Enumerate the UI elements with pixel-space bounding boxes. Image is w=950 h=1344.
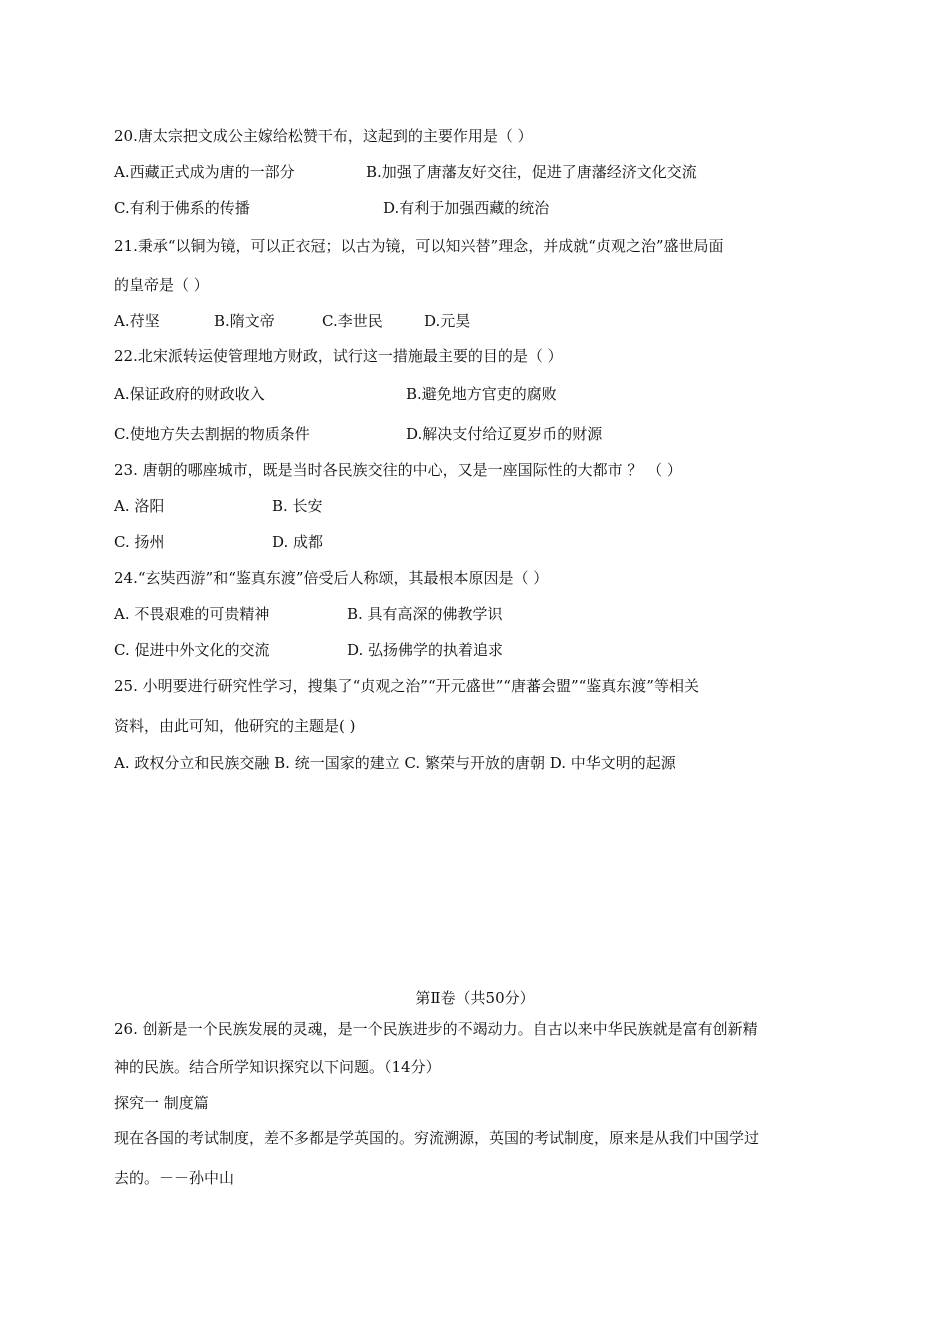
question-26-stem-line-2: 神的民族。结合所学知识探究以下问题。（14分）: [114, 1058, 441, 1076]
question-22-option-b: B.避免地方官吏的腐败: [406, 385, 557, 403]
question-23-stem: 23. 唐朝的哪座城市，既是当时各民族交往的中心，又是一座国际性的大都市 ？ （ ）: [114, 461, 682, 479]
question-23-option-a: A. 洛阳: [114, 497, 165, 515]
question-22-option-a: A.保证政府的财政收入: [114, 385, 265, 403]
exploration-1-heading: 探究一 制度篇: [114, 1094, 209, 1112]
question-23-option-c: C. 扬州: [114, 533, 165, 551]
question-20-stem: 20.唐太宗把文成公主嫁给松赞干布，这起到的主要作用是（ ）: [114, 127, 533, 145]
question-21-option-a: A.苻坚: [114, 312, 160, 330]
quote-line-2: 去的。－－孙中山: [114, 1169, 235, 1187]
question-25-options: A. 政权分立和民族交融 B. 统一国家的建立 C. 繁荣与开放的唐朝 D. 中华文明的起源: [114, 754, 676, 772]
quote-line-1: 现在各国的考试制度，差不多都是学英国的。穷流溯源，英国的考试制度，原来是从我们中国学过: [114, 1129, 760, 1147]
question-24-option-d: D. 弘扬佛学的执着追求: [347, 641, 504, 659]
question-23-option-b: B. 长安: [272, 497, 323, 515]
question-25-stem-line-1: 25. 小明要进行研究性学习，搜集了“贞观之治”“开元盛世”“唐蕃会盟”“鉴真东渡”等相关: [114, 677, 699, 695]
question-21-stem-line-2: 的皇帝是（ ）: [114, 276, 209, 294]
question-20-option-b: B.加强了唐藩友好交往，促进了唐藩经济文化交流: [366, 163, 697, 181]
question-24-option-a: A. 不畏艰难的可贵精神: [114, 605, 270, 623]
question-22-stem: 22.北宋派转运使管理地方财政，试行这一措施最主要的目的是（ ）: [114, 347, 563, 365]
question-26-stem-line-1: 26. 创新是一个民族发展的灵魂，是一个民族进步的不竭动力。自古以来中华民族就是富有创新精: [114, 1020, 758, 1038]
question-22-option-c: C.使地方失去割据的物质条件: [114, 425, 310, 443]
question-21-option-b: B.隋文帝: [214, 312, 275, 330]
question-24-stem: 24.“玄奘西游”和“鉴真东渡”倍受后人称颂，其最根本原因是（ ）: [114, 569, 549, 587]
question-20-option-a: A.西藏正式成为唐的一部分: [114, 163, 295, 181]
question-23-option-d: D. 成都: [272, 533, 324, 551]
question-24-option-c: C. 促进中外文化的交流: [114, 641, 270, 659]
question-21-option-c: C.李世民: [322, 312, 383, 330]
question-21-stem-line-1: 21.秉承“以铜为镜，可以正衣冠；以古为镜，可以知兴替”理念，并成就“贞观之治”盛世局面: [114, 237, 724, 255]
question-20-option-d: D.有利于加强西藏的统治: [383, 199, 550, 217]
question-21-option-d: D.元昊: [424, 312, 471, 330]
question-20-option-c: C.有利于佛系的传播: [114, 199, 250, 217]
question-24-option-b: B. 具有高深的佛教学识: [347, 605, 503, 623]
section-2-title: 第Ⅱ卷（共50分）: [415, 989, 535, 1007]
question-22-option-d: D.解决支付给辽夏岁币的财源: [406, 425, 603, 443]
question-25-stem-line-2: 资料，由此可知，他研究的主题是( ): [114, 717, 356, 735]
